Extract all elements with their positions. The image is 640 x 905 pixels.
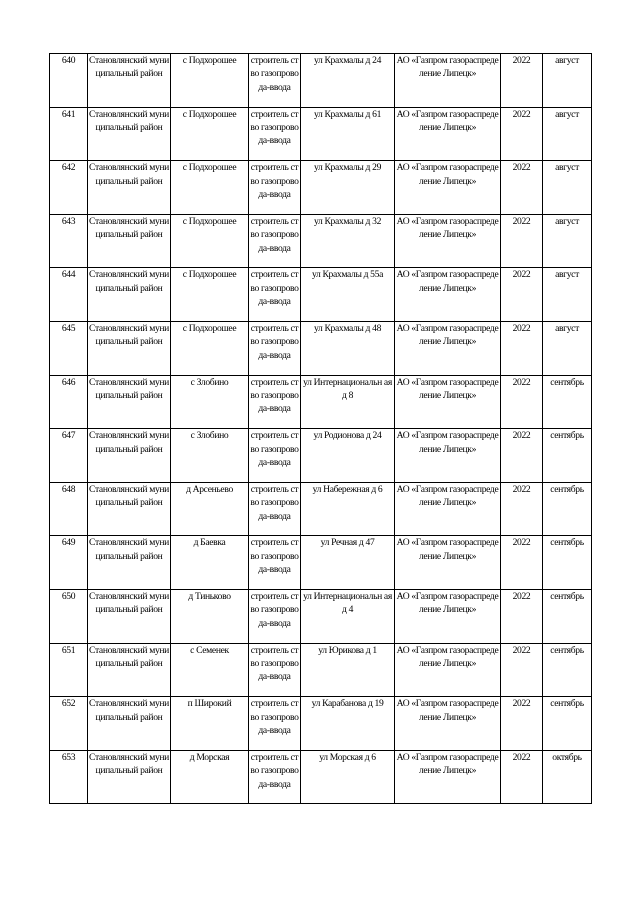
table-body (50, 54, 592, 804)
table-row (50, 697, 592, 751)
organization-cell: АО «Газпром газораспределение Липецк» (395, 536, 501, 590)
district-cell: Становлянский муниципальный район (88, 375, 171, 429)
row-number-cell: 646 (50, 375, 88, 429)
month-cell: сентябрь (543, 482, 592, 536)
organization-cell: АО «Газпром газораспределение Липецк» (395, 375, 501, 429)
table-row (50, 214, 592, 268)
row-number-cell: 641 (50, 107, 88, 161)
locality-cell: с Злобино (171, 375, 249, 429)
month-cell: август (543, 54, 592, 108)
address-cell: ул Крахмалы д 24 (301, 54, 395, 108)
table-row (50, 107, 592, 161)
month-cell: август (543, 161, 592, 215)
row-number-cell: 650 (50, 589, 88, 643)
table-row (50, 268, 592, 322)
organization-cell: АО «Газпром газораспределение Липецк» (395, 482, 501, 536)
address-cell: ул Карабанова д 19 (301, 697, 395, 751)
district-cell: Становлянский муниципальный район (88, 482, 171, 536)
district-cell: Становлянский муниципальный район (88, 429, 171, 483)
table-row (50, 321, 592, 375)
month-cell: август (543, 321, 592, 375)
district-cell: Становлянский муниципальный район (88, 697, 171, 751)
table-row (50, 643, 592, 697)
district-cell: Становлянский муниципальный район (88, 161, 171, 215)
locality-cell: п Широкий (171, 697, 249, 751)
work-type-cell: строитель ство газопрово да-ввода (249, 321, 301, 375)
address-cell: ул Интернациональн ая д 8 (301, 375, 395, 429)
work-type-cell: строитель ство газопрово да-ввода (249, 536, 301, 590)
work-type-cell: строитель ство газопрово да-ввода (249, 54, 301, 108)
address-cell: ул Речная д 47 (301, 536, 395, 590)
row-number-cell: 653 (50, 750, 88, 804)
row-number-cell: 644 (50, 268, 88, 322)
address-cell: ул Крахмалы д 29 (301, 161, 395, 215)
table-row (50, 750, 592, 804)
address-cell: ул Юрикова д 1 (301, 643, 395, 697)
row-number-cell: 647 (50, 429, 88, 483)
locality-cell: с Подхорошее (171, 321, 249, 375)
year-cell: 2022 (501, 161, 543, 215)
year-cell: 2022 (501, 697, 543, 751)
row-number-cell: 651 (50, 643, 88, 697)
month-cell: сентябрь (543, 536, 592, 590)
district-cell: Становлянский муниципальный район (88, 214, 171, 268)
year-cell: 2022 (501, 589, 543, 643)
address-cell: ул Крахмалы д 48 (301, 321, 395, 375)
gasification-schedule-table (49, 53, 592, 804)
locality-cell: д Тиньково (171, 589, 249, 643)
locality-cell: с Подхорошее (171, 54, 249, 108)
month-cell: сентябрь (543, 643, 592, 697)
district-cell: Становлянский муниципальный район (88, 589, 171, 643)
locality-cell: д Арсеньево (171, 482, 249, 536)
table-row (50, 161, 592, 215)
address-cell: ул Родионова д 24 (301, 429, 395, 483)
district-cell: Становлянский муниципальный район (88, 54, 171, 108)
year-cell: 2022 (501, 429, 543, 483)
year-cell: 2022 (501, 375, 543, 429)
locality-cell: с Злобино (171, 429, 249, 483)
work-type-cell: строитель ство газопрово да-ввода (249, 375, 301, 429)
address-cell: ул Крахмалы д 32 (301, 214, 395, 268)
locality-cell: с Подхорошее (171, 268, 249, 322)
address-cell: ул Крахмалы д 55а (301, 268, 395, 322)
month-cell: октябрь (543, 750, 592, 804)
year-cell: 2022 (501, 536, 543, 590)
year-cell: 2022 (501, 482, 543, 536)
locality-cell: с Семенек (171, 643, 249, 697)
address-cell: ул Набережная д 6 (301, 482, 395, 536)
district-cell: Становлянский муниципальный район (88, 268, 171, 322)
district-cell: Становлянский муниципальный район (88, 107, 171, 161)
organization-cell: АО «Газпром газораспределение Липецк» (395, 697, 501, 751)
month-cell: август (543, 214, 592, 268)
row-number-cell: 652 (50, 697, 88, 751)
work-type-cell: строитель ство газопрово да-ввода (249, 589, 301, 643)
organization-cell: АО «Газпром газораспределение Липецк» (395, 268, 501, 322)
row-number-cell: 645 (50, 321, 88, 375)
organization-cell: АО «Газпром газораспределение Липецк» (395, 54, 501, 108)
organization-cell: АО «Газпром газораспределение Липецк» (395, 750, 501, 804)
district-cell: Становлянский муниципальный район (88, 643, 171, 697)
locality-cell: с Подхорошее (171, 214, 249, 268)
month-cell: сентябрь (543, 589, 592, 643)
organization-cell: АО «Газпром газораспределение Липецк» (395, 429, 501, 483)
year-cell: 2022 (501, 54, 543, 108)
month-cell: август (543, 107, 592, 161)
table-row (50, 536, 592, 590)
row-number-cell: 648 (50, 482, 88, 536)
year-cell: 2022 (501, 268, 543, 322)
month-cell: сентябрь (543, 697, 592, 751)
row-number-cell: 649 (50, 536, 88, 590)
month-cell: сентябрь (543, 375, 592, 429)
district-cell: Становлянский муниципальный район (88, 536, 171, 590)
row-number-cell: 640 (50, 54, 88, 108)
table-row (50, 54, 592, 108)
table-row (50, 589, 592, 643)
district-cell: Становлянский муниципальный район (88, 321, 171, 375)
year-cell: 2022 (501, 643, 543, 697)
table-row (50, 375, 592, 429)
table-row (50, 482, 592, 536)
organization-cell: АО «Газпром газораспределение Липецк» (395, 107, 501, 161)
row-number-cell: 643 (50, 214, 88, 268)
organization-cell: АО «Газпром газораспределение Липецк» (395, 214, 501, 268)
table-row (50, 429, 592, 483)
row-number-cell: 642 (50, 161, 88, 215)
organization-cell: АО «Газпром газораспределение Липецк» (395, 161, 501, 215)
work-type-cell: строитель ство газопрово да-ввода (249, 643, 301, 697)
work-type-cell: строитель ство газопрово да-ввода (249, 107, 301, 161)
month-cell: август (543, 268, 592, 322)
organization-cell: АО «Газпром газораспределение Липецк» (395, 589, 501, 643)
year-cell: 2022 (501, 321, 543, 375)
locality-cell: с Подхорошее (171, 107, 249, 161)
locality-cell: с Подхорошее (171, 161, 249, 215)
address-cell: ул Крахмалы д 61 (301, 107, 395, 161)
locality-cell: д Баевка (171, 536, 249, 590)
year-cell: 2022 (501, 107, 543, 161)
locality-cell: д Морская (171, 750, 249, 804)
work-type-cell: строитель ство газопрово да-ввода (249, 429, 301, 483)
work-type-cell: строитель ство газопрово да-ввода (249, 214, 301, 268)
year-cell: 2022 (501, 214, 543, 268)
work-type-cell: строитель ство газопрово да-ввода (249, 697, 301, 751)
work-type-cell: строитель ство газопрово да-ввода (249, 268, 301, 322)
address-cell: ул Интернациональн ая д 4 (301, 589, 395, 643)
work-type-cell: строитель ство газопрово да-ввода (249, 750, 301, 804)
district-cell: Становлянский муниципальный район (88, 750, 171, 804)
work-type-cell: строитель ство газопрово да-ввода (249, 482, 301, 536)
work-type-cell: строитель ство газопрово да-ввода (249, 161, 301, 215)
address-cell: ул Морская д 6 (301, 750, 395, 804)
organization-cell: АО «Газпром газораспределение Липецк» (395, 643, 501, 697)
organization-cell: АО «Газпром газораспределение Липецк» (395, 321, 501, 375)
month-cell: сентябрь (543, 429, 592, 483)
year-cell: 2022 (501, 750, 543, 804)
